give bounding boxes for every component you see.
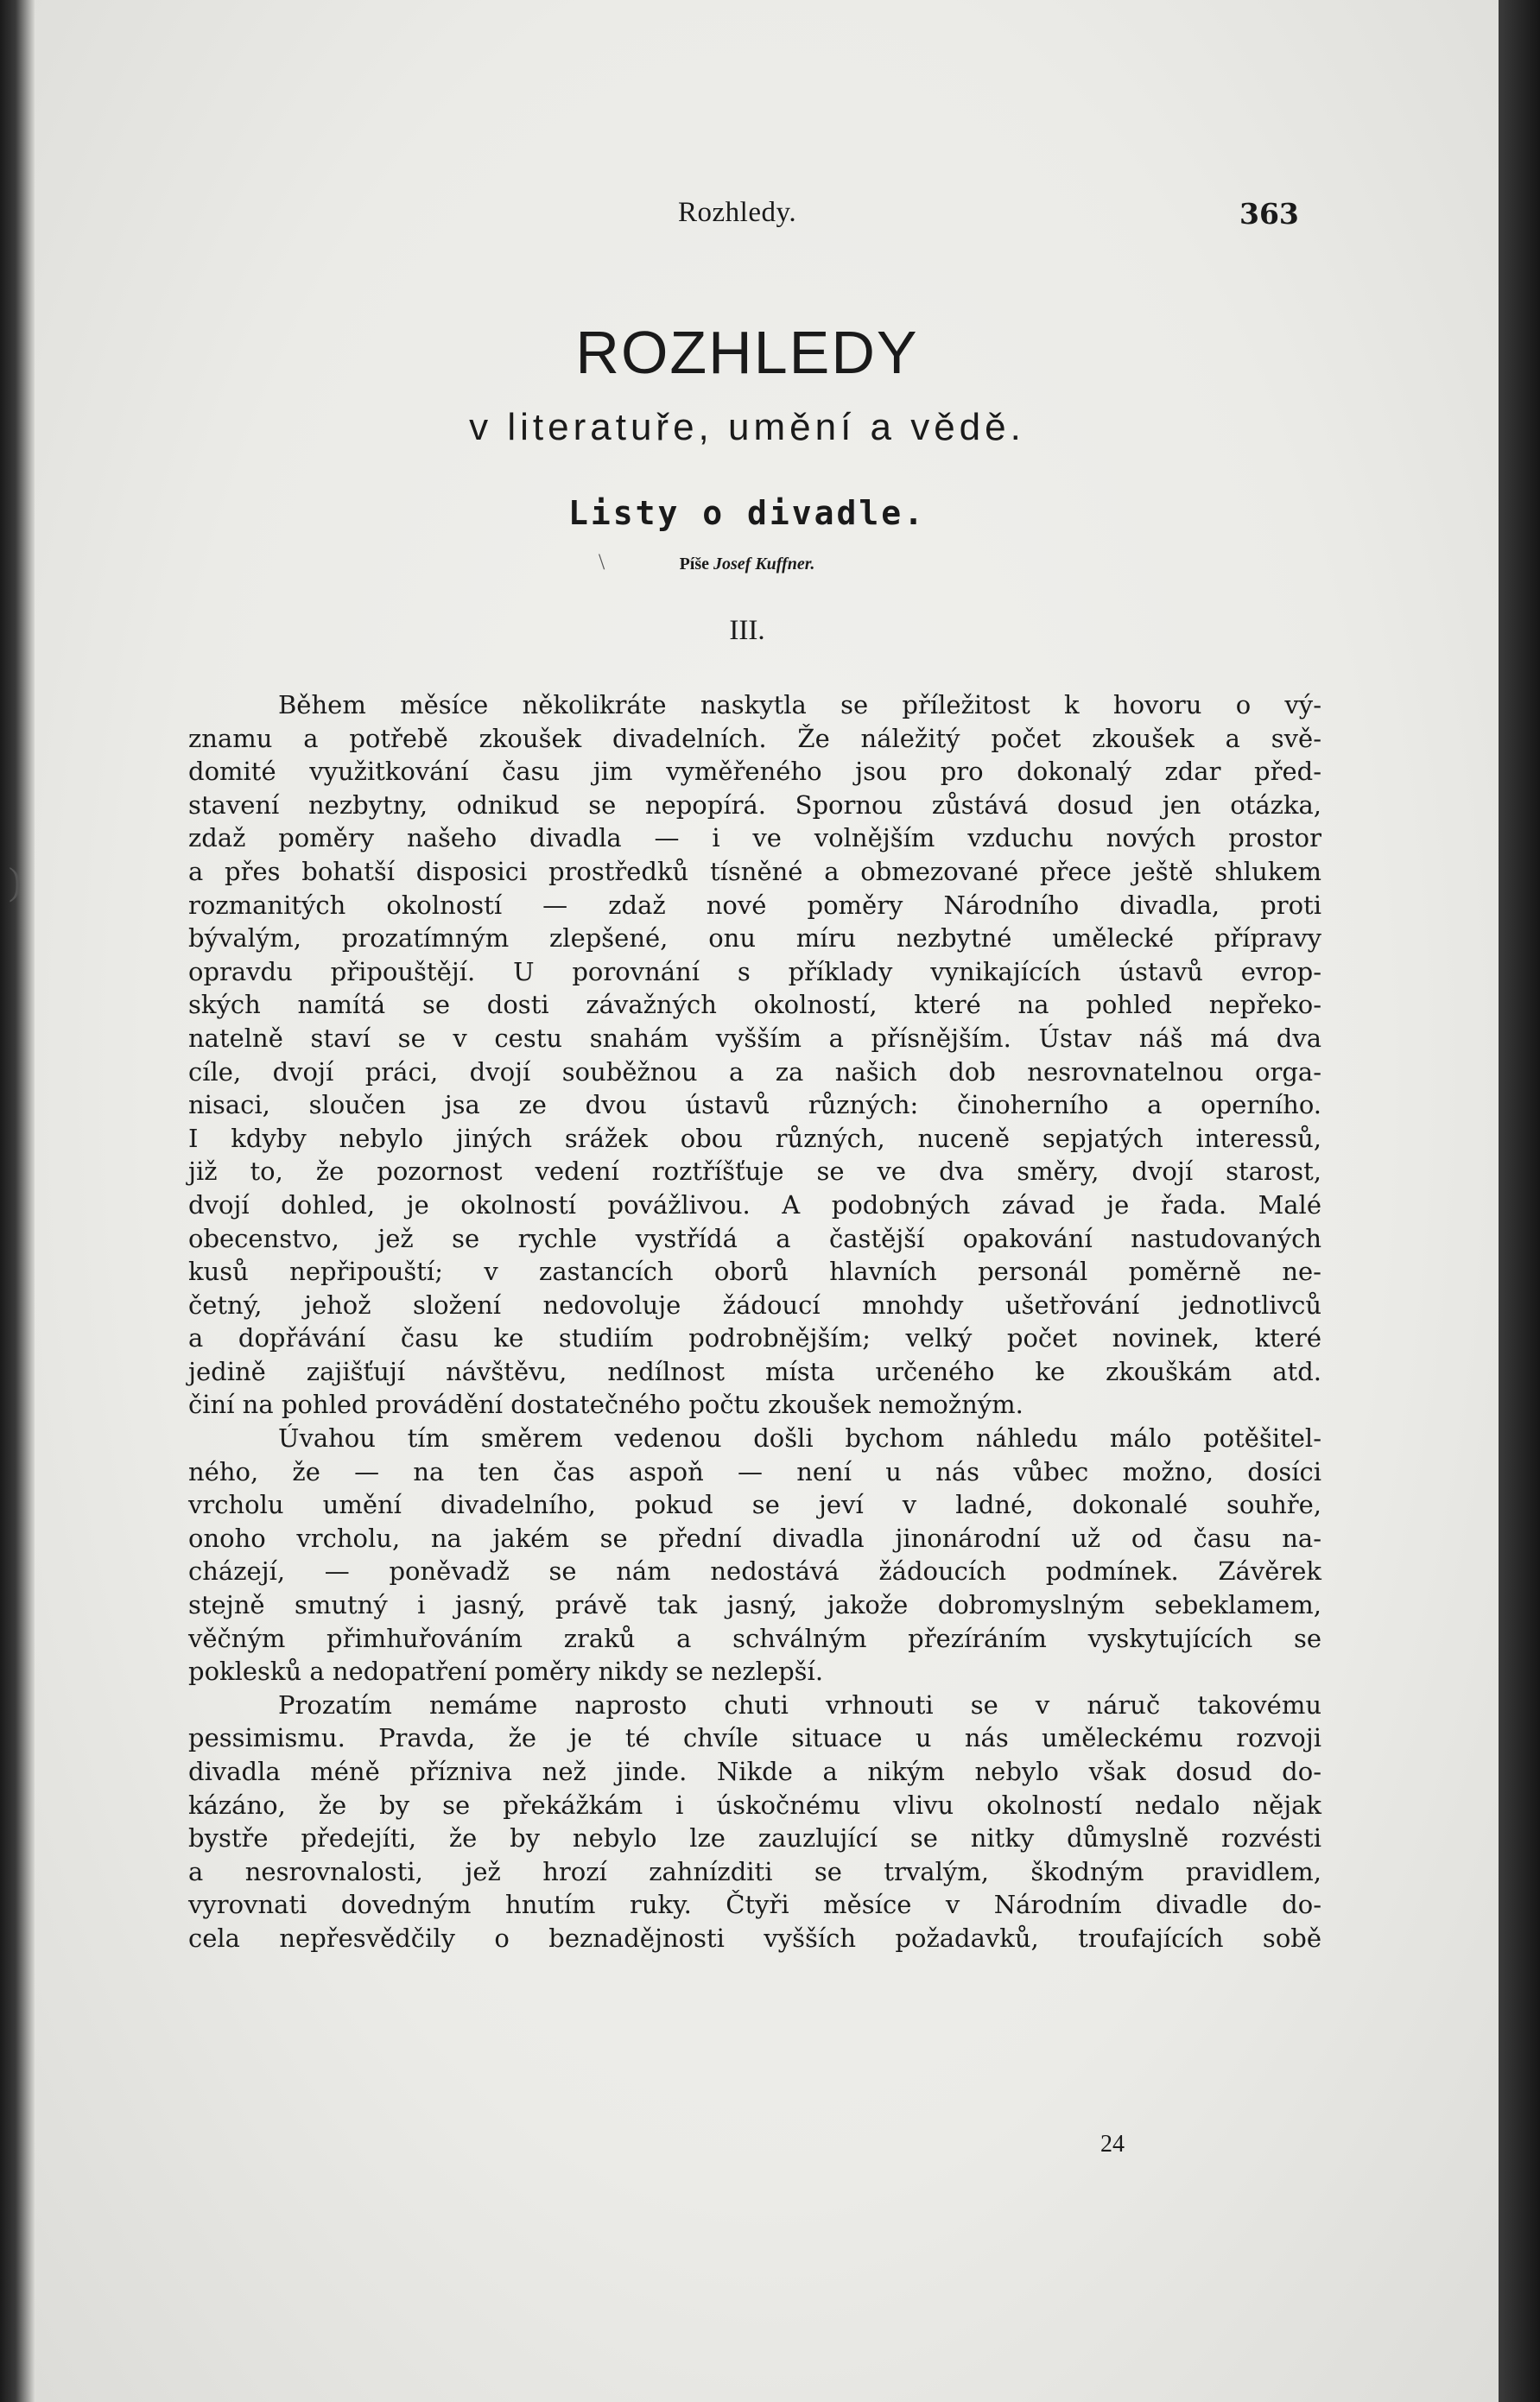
text-line: ného, že — na ten čas aspoň — není u nás vůbec možno, dosíci: [188, 1456, 1321, 1486]
text-line: Během měsíce několikráte naskytla se příležitost k hovoru o vý-: [278, 690, 1321, 719]
text-line: onoho vrcholu, na jakém se přední divadla jinonárodní už od času na-: [188, 1523, 1321, 1553]
text-line: bývalým, prozatímným zlepšené, onu míru nezbytné umělecké přípravy: [188, 923, 1321, 954]
text-line: věčným přimhuřováním zraků a schválným přezíráním vyskytujících se: [188, 1623, 1321, 1653]
text-line: stejně smutný i jasný, právě tak jasný, jakože dobromyslným sebeklamem,: [188, 1590, 1321, 1620]
text-line: pessimismu. Pravda, že je té chvíle situace u nás uměleckému rozvoji: [188, 1723, 1321, 1753]
page-number: 363: [1239, 197, 1299, 231]
subtitle: v literatuře, umění a vědě.: [469, 406, 1025, 448]
text-line: domité využitkování času jim vyměřeného jsou pro dokonalý zdar před-: [188, 757, 1321, 787]
text-line: divadla méně přízniva než jinde. Nikde a nikým nebylo však dosud do-: [188, 1757, 1321, 1786]
byline-author: Josef Kuffner.: [713, 555, 815, 574]
text-line: cíle, dvojí práci, dvojí souběžnou a za našich dob nesrovnatelnou orga-: [188, 1056, 1321, 1087]
text-line: cela nepřesvědčily o beznadějnosti vyšších požadavků, troufajících sobě: [188, 1923, 1321, 1953]
byline: [35, 555, 1460, 574]
text-line: kusů nepřipouští; v zastancích oborů hlavních personál poměrně ne-: [188, 1257, 1321, 1287]
text-line: četný, jehož složení nedovoluje žádoucí mnohdy ušetřování jednotlivců: [188, 1290, 1321, 1320]
text-line: ských namítá se dosti závažných okolností, které na pohled nepřeko-: [188, 990, 1321, 1020]
text-line: zdaž poměry našeho divadla — i ve volnějším vzduchu nových prostor: [188, 823, 1321, 853]
text-line: Prozatím nemáme naprosto chuti vrhnouti se v náruč takovému: [278, 1689, 1321, 1720]
text-line: Úvahou tím směrem vedenou došli bychom náhledu málo potěšitel-: [278, 1423, 1321, 1454]
margin-bracket-mark: ): [9, 860, 22, 903]
text-line: a dopřávání času ke studiím podrobnějším; velký počet novinek, které: [188, 1323, 1321, 1353]
margin-slash-mark: \: [599, 549, 605, 574]
text-line: vyrovnati dovedným hnutím ruky. Čtyři měsíce v Národním divadle do-: [188, 1890, 1321, 1920]
text-line: poklesků a nedopatření poměry nikdy se nezlepší.: [188, 1657, 824, 1687]
text-line: dvojí dohled, je okolností povážlivou. A podobných závad je řada. Malé: [188, 1189, 1321, 1220]
part-number: III.: [729, 615, 765, 646]
text-line: a přes bohatší disposici prostředků tísněné a obmezované přece ještě shlukem: [188, 856, 1321, 886]
section-title: Listy o divadle.: [567, 494, 927, 532]
text-line: kázáno, že by se překážkám i úskočnému vlivu okolností nedalo nějak: [188, 1790, 1321, 1820]
byline-prefix: Píše: [679, 555, 709, 574]
text-line: vrcholu umění divadelního, pokud se jeví v ladné, dokonalé souhře,: [188, 1490, 1321, 1520]
text-line: již to, že pozornost vedení roztříšťuje se ve dva směry, dvojí starost,: [188, 1157, 1321, 1187]
text-line: a nesrovnalosti, jež hrozí zahnízditi se trvalým, škodným pravidlem,: [188, 1856, 1321, 1886]
signature-mark: 24: [1100, 2131, 1125, 2158]
main-title: ROZHLEDY: [575, 319, 919, 386]
text-line: jedině zajišťují návštěvu, nedílnost místa určeného ke zkouškám atd.: [188, 1356, 1321, 1386]
text-line: cházejí, — poněvadž se nám nedostává žádoucích podmínek. Závěrek: [188, 1556, 1321, 1587]
text-line: I kdyby nebylo jiných srážek obou různých, nuceně sepjatých interessů,: [188, 1123, 1321, 1153]
running-head: Rozhledy.: [678, 197, 797, 228]
book-page: [9, 0, 1499, 2402]
text-line: činí na pohled provádění dostatečného počtu zkoušek nemožným.: [188, 1390, 1023, 1420]
text-line: rozmanitých okolností — zdaž nové poměry Národního divadla, proti: [188, 890, 1321, 920]
text-line: opravdu připouštějí. U porovnání s příklady vynikajících ústavů evrop-: [188, 956, 1321, 986]
text-line: nisaci, sloučen jsa ze dvou ústavů různých: činoherního a operního.: [188, 1090, 1321, 1120]
article-body: [188, 688, 1321, 1955]
text-line: bystře předejíti, že by nebylo lze zauzlující se nitky důmyslně rozvésti: [188, 1823, 1321, 1854]
text-line: znamu a potřebě zkoušek divadelních. Že náležitý počet zkoušek a svě-: [188, 723, 1321, 753]
text-line: stavení nezbytny, odnikud se nepopírá. Spornou zůstává dosud jen otázka,: [188, 789, 1321, 820]
text-line: obecenstvo, jež se rychle vystřídá a častější opakování nastudovaných: [188, 1223, 1321, 1253]
text-line: natelně staví se v cestu snahám vyšším a přísnějším. Ústav náš má dva: [188, 1023, 1321, 1053]
